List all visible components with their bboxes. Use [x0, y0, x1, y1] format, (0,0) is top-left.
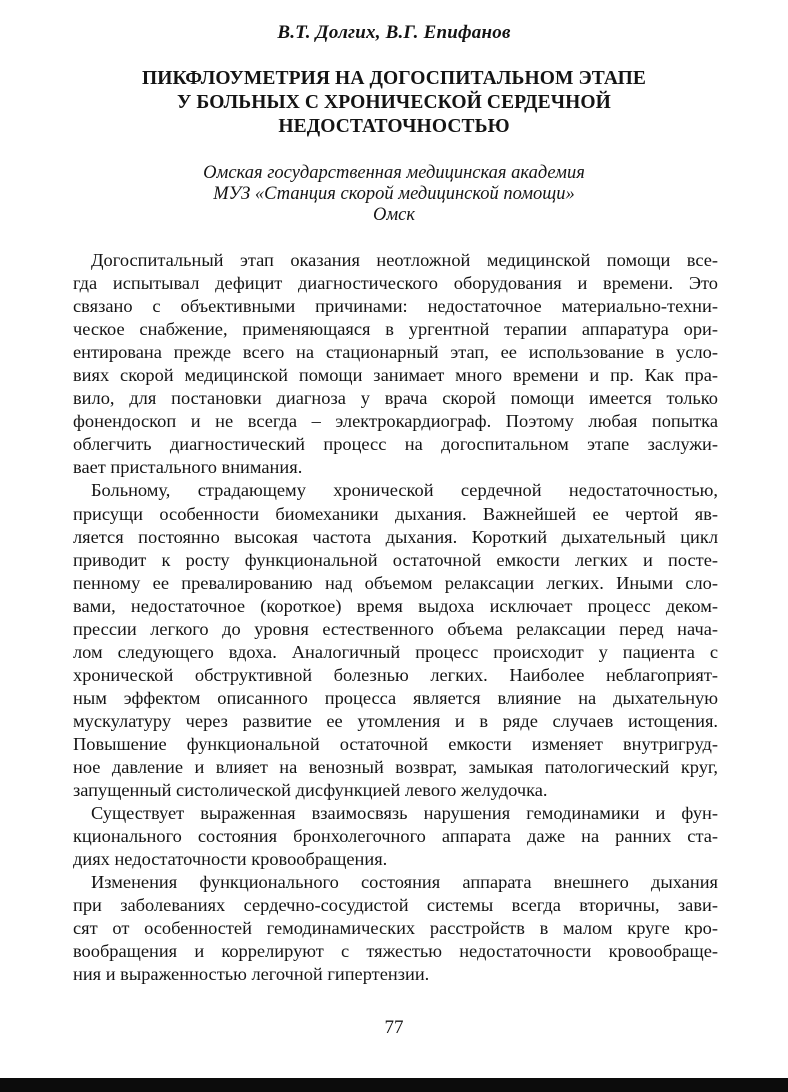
title-line: У БОЛЬНЫХ С ХРОНИЧЕСКОЙ СЕРДЕЧНОЙ	[177, 92, 611, 113]
article-title	[90, 67, 698, 139]
text-line: лом следующего вдоха. Аналогичный процесс происходит у пациента с	[73, 641, 718, 662]
text-line: Изменения функционального состояния аппарата внешнего дыхания	[91, 872, 718, 893]
text-line: сят от особенностей гемодинамических расстройств в малом круге кро-	[73, 918, 718, 939]
text-line: фонендоскоп и не всегда – электрокардиограф. Поэтому любая попытка	[73, 411, 718, 432]
text-line: пенному ее превалированию над объемом релаксации легких. Иными сло-	[73, 572, 718, 593]
text-line: вами, недостаточное (короткое) время выдоха исключает процесс деком-	[73, 595, 718, 616]
authors-line: В.Т. Долгих, В.Г. Епифанов	[277, 22, 511, 43]
text-line: Больному, страдающему хронической сердечной недостаточностью,	[91, 480, 718, 501]
paragraph	[73, 249, 718, 479]
title-line: ПИКФЛОУМЕТРИЯ НА ДОГОСПИТАЛЬНОМ ЭТАПЕ	[141, 68, 646, 89]
article-body	[73, 249, 718, 987]
affiliation-line: Омская государственная медицинская академия	[203, 163, 585, 183]
text-line: гда испытывал дефицит диагностического оборудования и времени. Это	[73, 273, 718, 294]
text-line: Существует выраженная взаимосвязь нарушения гемодинамики и фун-	[91, 803, 718, 824]
text-line: вило, для постановки диагноза у врача скорой помощи имеется только	[73, 388, 718, 409]
affiliation-line: Омск	[372, 205, 416, 225]
text-line: ческое снабжение, применяющаяся в ургентной терапии аппаратура ори-	[73, 319, 718, 340]
text-line: ния и выраженностью легочной гипертензии.	[73, 964, 430, 985]
text-line: диях недостаточности кровообращения.	[73, 849, 388, 870]
text-line: прессии легкого до уровня естественного объема релаксации перед нача-	[73, 618, 718, 639]
text-line: ное давление и влияет на венозный возврат, замыкая патологический круг,	[73, 757, 718, 778]
page-number: 77	[384, 1017, 404, 1038]
text-line: Догоспитальный этап оказания неотложной медицинской помощи все-	[91, 250, 718, 270]
text-line: хронической обструктивной болезнью легких. Наиболее неблагоприят-	[73, 664, 718, 685]
text-line: Повышение функциональной остаточной емкости изменяет внутригруд-	[73, 733, 718, 754]
paragraph	[73, 802, 718, 871]
text-line: виях скорой медицинской помощи занимает много времени и пр. Как пра-	[73, 365, 718, 386]
scan-border	[0, 1078, 788, 1092]
affiliation	[0, 163, 788, 226]
text-line: вает пристального внимания.	[73, 457, 303, 478]
text-line: ным эффектом описанного процесса является влияние на дыхательную	[73, 687, 718, 708]
text-line: при заболеваниях сердечно-сосудистой системы всегда вторичны, зави-	[73, 895, 718, 916]
title-line: НЕДОСТАТОЧНОСТЬЮ	[278, 116, 510, 137]
text-line: приводит к росту функциональной остаточной емкости легких и посте-	[73, 549, 718, 570]
text-line: ентирована прежде всего на стационарный этап, ее использование в усло-	[73, 342, 718, 363]
paragraph	[73, 871, 718, 986]
affiliation-line: МУЗ «Станция скорой медицинской помощи»	[213, 184, 575, 204]
text-line: кционального состояния бронхолегочного аппарата даже на ранних ста-	[73, 826, 718, 847]
text-line: присущи особенности биомеханики дыхания. Важнейшей ее чертой яв-	[73, 503, 718, 524]
text-line: связано с объективными причинами: недостаточное материально-техни-	[73, 296, 718, 317]
text-line: вообращения и коррелируют с тяжестью недостаточности кровообраще-	[73, 941, 718, 962]
text-line: облегчить диагностический процесс на догоспитальном этапе заслужи-	[73, 434, 718, 455]
paragraph	[73, 479, 718, 802]
text-line: мускулатуру через развитие ее утомления и в ряде случаев истощения.	[73, 710, 718, 731]
text-line: ляется постоянно высокая частота дыхания. Короткий дыхательный цикл	[73, 526, 718, 547]
text-line: запущенный систолической дисфункцией левого желудочка.	[73, 780, 548, 801]
